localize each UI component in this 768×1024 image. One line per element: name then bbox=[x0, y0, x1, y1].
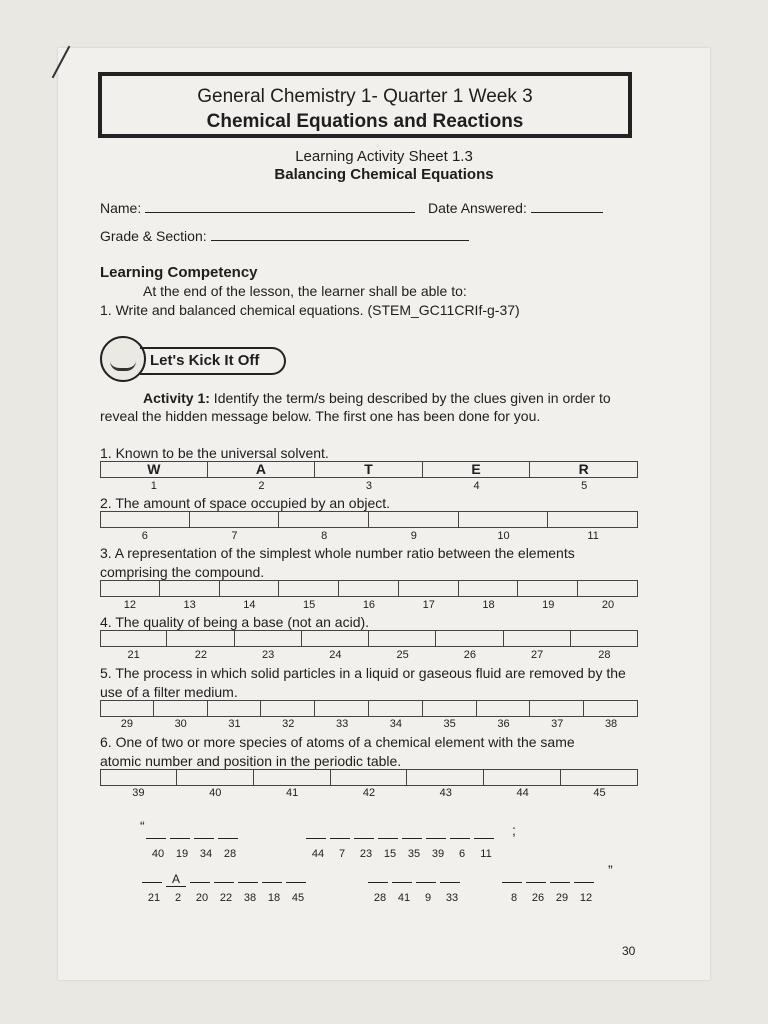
answer-cell[interactable] bbox=[261, 700, 315, 717]
cell-number: 34 bbox=[389, 718, 402, 730]
cell-number: 27 bbox=[531, 649, 544, 661]
answer-cell[interactable] bbox=[190, 511, 280, 528]
message-blank[interactable] bbox=[526, 868, 546, 883]
cell-number: 24 bbox=[329, 649, 342, 661]
cell-number: 21 bbox=[127, 649, 140, 661]
cell-number: 12 bbox=[123, 599, 136, 611]
grade-field[interactable] bbox=[211, 228, 469, 241]
message-code: 35 bbox=[407, 848, 421, 860]
message-word bbox=[368, 868, 464, 906]
message-code: 18 bbox=[267, 892, 281, 904]
message-code: 12 bbox=[579, 892, 593, 904]
answer-cell[interactable] bbox=[154, 700, 208, 717]
cell-number: 15 bbox=[303, 599, 316, 611]
cell-number: 8 bbox=[321, 530, 328, 542]
answer-cell[interactable] bbox=[160, 580, 220, 597]
message-word bbox=[146, 824, 242, 862]
message-code: 11 bbox=[480, 848, 492, 860]
message-blank[interactable] bbox=[574, 868, 594, 883]
message-word bbox=[142, 868, 310, 906]
answer-grid bbox=[100, 630, 638, 647]
message-code: 15 bbox=[383, 848, 397, 860]
answer-cell[interactable] bbox=[578, 580, 638, 597]
message-code: 7 bbox=[338, 848, 346, 860]
competency-intro: At the end of the lesson, the learner shall be able to: bbox=[143, 283, 467, 299]
cell-number: 35 bbox=[443, 718, 456, 730]
message-blank[interactable] bbox=[354, 824, 374, 839]
answer-cell[interactable] bbox=[530, 700, 584, 717]
kick-label: Let's Kick It Off bbox=[140, 347, 286, 375]
sheet-topic: Balancing Chemical Equations bbox=[274, 166, 494, 183]
answer-cell[interactable] bbox=[235, 630, 302, 647]
answer-grid bbox=[100, 700, 638, 717]
answer-cell[interactable] bbox=[279, 511, 369, 528]
message-blank[interactable] bbox=[286, 868, 306, 883]
name-field[interactable] bbox=[145, 200, 415, 213]
cell-number: 1 bbox=[150, 480, 157, 492]
message-code: 41 bbox=[397, 892, 411, 904]
message-code: 44 bbox=[311, 848, 325, 860]
message-word bbox=[502, 868, 598, 906]
answer-cell[interactable] bbox=[100, 700, 154, 717]
message-blank[interactable] bbox=[392, 868, 412, 883]
question-text: 3. A representation of the simplest whole number ratio between the elements bbox=[100, 545, 575, 561]
message-blank[interactable] bbox=[474, 824, 494, 839]
cell-number: 42 bbox=[362, 787, 376, 799]
message-code: 38 bbox=[243, 892, 257, 904]
message-blank[interactable] bbox=[368, 868, 388, 883]
activity-line-2: reveal the hidden message below. The first one has been done for you. bbox=[100, 408, 541, 424]
answer-grid bbox=[100, 580, 638, 597]
cell-number: 25 bbox=[396, 649, 409, 661]
question-text: 1. Known to be the universal solvent. bbox=[100, 445, 329, 461]
answer-cell[interactable] bbox=[459, 580, 519, 597]
competency-item: 1. Write and balanced chemical equations. (STEM_GC11CRIf-g-37) bbox=[100, 302, 520, 318]
message-blank[interactable] bbox=[550, 868, 570, 883]
cell-number: 5 bbox=[581, 480, 588, 492]
cell-numbers bbox=[100, 718, 638, 730]
message-blank[interactable] bbox=[440, 868, 460, 883]
message-code: 2 bbox=[174, 892, 182, 904]
answer-cell[interactable] bbox=[407, 769, 484, 786]
answer-cell[interactable] bbox=[369, 700, 423, 717]
cell-number: 45 bbox=[593, 787, 606, 799]
message-blank[interactable] bbox=[190, 868, 210, 883]
message-code: 39 bbox=[431, 848, 445, 860]
semicolon: ; bbox=[512, 822, 516, 838]
message-blank[interactable]: A bbox=[166, 872, 186, 887]
answer-cell[interactable] bbox=[220, 580, 280, 597]
cell-number: 32 bbox=[282, 718, 295, 730]
cell-numbers bbox=[100, 530, 638, 542]
cell-number: 14 bbox=[243, 599, 256, 611]
cell-numbers bbox=[100, 787, 638, 799]
message-code: 23 bbox=[359, 848, 373, 860]
activity-text: Identify the term/s being described by the clues given in order to bbox=[209, 390, 611, 406]
message-blank[interactable] bbox=[402, 824, 422, 839]
cell-number: 7 bbox=[231, 530, 238, 542]
name-label: Name: bbox=[100, 200, 142, 216]
message-blank[interactable] bbox=[426, 824, 446, 839]
message-code: 26 bbox=[531, 892, 545, 904]
message-blank[interactable] bbox=[262, 868, 282, 883]
answer-cell[interactable]: E bbox=[423, 461, 531, 478]
title-box bbox=[98, 72, 632, 138]
answer-grid bbox=[100, 769, 638, 786]
cell-number: 2 bbox=[258, 480, 265, 492]
question-text: 6. One of two or more species of atoms of a chemical element with the same bbox=[100, 734, 575, 750]
message-code: 9 bbox=[424, 892, 432, 904]
answer-cell[interactable] bbox=[369, 511, 459, 528]
message-blank[interactable] bbox=[214, 868, 234, 883]
cell-number: 18 bbox=[482, 599, 495, 611]
title-line-1: General Chemistry 1- Quarter 1 Week 3 bbox=[197, 86, 533, 107]
page-number: 30 bbox=[622, 944, 636, 958]
answer-cell[interactable] bbox=[302, 630, 369, 647]
cell-number: 30 bbox=[174, 718, 187, 730]
close-quote: ” bbox=[608, 862, 613, 878]
competency-heading: Learning Competency bbox=[100, 264, 258, 281]
message-blank[interactable] bbox=[170, 824, 190, 839]
answer-cell[interactable] bbox=[548, 511, 638, 528]
answer-cell[interactable] bbox=[399, 580, 459, 597]
cell-number: 26 bbox=[463, 649, 476, 661]
answer-cell[interactable] bbox=[254, 769, 331, 786]
answer-cell[interactable]: R bbox=[530, 461, 638, 478]
message-blank[interactable] bbox=[194, 824, 214, 839]
question-text: 2. The amount of space occupied by an object. bbox=[100, 495, 391, 511]
activity-line-1 bbox=[143, 390, 611, 406]
kick-badge bbox=[100, 336, 290, 386]
answer-cell[interactable] bbox=[100, 630, 167, 647]
cell-numbers bbox=[100, 649, 638, 661]
message-code: 40 bbox=[151, 848, 165, 860]
message-code: 28 bbox=[223, 848, 237, 860]
message-code: 6 bbox=[458, 848, 466, 860]
message-blank[interactable] bbox=[146, 824, 166, 839]
cell-number: 44 bbox=[516, 787, 529, 799]
message-blank[interactable] bbox=[218, 824, 238, 839]
answer-cell[interactable] bbox=[279, 580, 339, 597]
cell-number: 17 bbox=[422, 599, 435, 611]
cell-number: 39 bbox=[132, 787, 145, 799]
answer-cell[interactable] bbox=[100, 511, 190, 528]
question-text: 5. The process in which solid particles in a liquid or gaseous fluid are removed by the bbox=[100, 665, 626, 681]
answer-cell[interactable] bbox=[100, 769, 177, 786]
cell-number: 37 bbox=[551, 718, 564, 730]
answer-cell[interactable] bbox=[167, 630, 234, 647]
answer-cell[interactable] bbox=[561, 769, 638, 786]
message-code: 45 bbox=[291, 892, 305, 904]
message-code: 21 bbox=[147, 892, 161, 904]
cell-number: 13 bbox=[183, 599, 196, 611]
question-text: 4. The quality of being a base (not an acid). bbox=[100, 614, 370, 630]
answer-grid bbox=[100, 461, 638, 478]
cell-number: 40 bbox=[209, 787, 222, 799]
title-line-2: Chemical Equations and Reactions bbox=[206, 111, 524, 132]
answer-cell[interactable] bbox=[459, 511, 549, 528]
grade-label: Grade & Section: bbox=[100, 228, 207, 244]
answer-cell[interactable] bbox=[331, 769, 408, 786]
answer-cell[interactable] bbox=[571, 630, 638, 647]
answer-cell[interactable] bbox=[504, 630, 571, 647]
answer-cell[interactable] bbox=[436, 630, 503, 647]
cell-number: 6 bbox=[141, 530, 148, 542]
answer-grid bbox=[100, 511, 638, 528]
message-blank[interactable] bbox=[416, 868, 436, 883]
message-blank[interactable] bbox=[378, 824, 398, 839]
cell-number: 43 bbox=[439, 787, 452, 799]
cell-number: 41 bbox=[285, 787, 299, 799]
answer-cell[interactable] bbox=[100, 580, 160, 597]
cell-numbers bbox=[100, 480, 638, 492]
cell-number: 33 bbox=[335, 718, 349, 730]
answer-cell[interactable] bbox=[584, 700, 638, 717]
message-code: 8 bbox=[510, 892, 518, 904]
message-code: 34 bbox=[199, 848, 213, 860]
sheet-subtitle: Learning Activity Sheet 1.3 bbox=[295, 148, 473, 165]
answer-cell[interactable] bbox=[177, 769, 254, 786]
message-code: 28 bbox=[373, 892, 387, 904]
cell-number: 19 bbox=[542, 599, 555, 611]
message-blank[interactable] bbox=[142, 868, 162, 883]
message-code: 33 bbox=[445, 892, 459, 904]
message-blank[interactable] bbox=[450, 824, 470, 839]
cell-number: 28 bbox=[598, 649, 611, 661]
cell-number: 4 bbox=[473, 480, 480, 492]
cell-number: 22 bbox=[194, 649, 207, 661]
answer-cell[interactable] bbox=[423, 700, 477, 717]
message-code: 20 bbox=[195, 892, 209, 904]
open-quote: “ bbox=[140, 818, 145, 834]
date-field[interactable] bbox=[531, 200, 603, 213]
activity-title: Activity 1: bbox=[143, 390, 210, 406]
answer-cell[interactable] bbox=[477, 700, 531, 717]
answer-cell[interactable] bbox=[369, 630, 436, 647]
answer-cell[interactable] bbox=[518, 580, 578, 597]
answer-cell[interactable] bbox=[339, 580, 399, 597]
date-label: Date Answered: bbox=[428, 200, 527, 216]
cell-number: 10 bbox=[497, 530, 510, 542]
answer-cell[interactable]: W bbox=[100, 461, 208, 478]
date-row bbox=[428, 200, 603, 216]
question-text: use of a filter medium. bbox=[100, 684, 238, 700]
cell-number: 23 bbox=[262, 649, 275, 661]
question-text: comprising the compound. bbox=[100, 564, 265, 580]
answer-cell[interactable] bbox=[208, 700, 262, 717]
grade-row bbox=[100, 228, 469, 244]
message-blank[interactable] bbox=[502, 868, 522, 883]
cell-number: 38 bbox=[604, 718, 618, 730]
cell-number: 16 bbox=[362, 599, 376, 611]
cell-number: 29 bbox=[120, 718, 134, 730]
message-code: 29 bbox=[555, 892, 569, 904]
message-blank[interactable] bbox=[330, 824, 350, 839]
message-blank[interactable] bbox=[306, 824, 326, 839]
cell-number: 3 bbox=[365, 480, 373, 492]
cell-number: 36 bbox=[497, 718, 510, 730]
message-code: 19 bbox=[175, 848, 189, 860]
message-code: 22 bbox=[219, 892, 233, 904]
answer-cell[interactable]: A bbox=[208, 461, 316, 478]
message-word bbox=[306, 824, 498, 862]
cell-number: 11 bbox=[587, 530, 599, 542]
question-text: atomic number and position in the periodic table. bbox=[100, 753, 402, 769]
name-row bbox=[100, 200, 415, 216]
cell-number: 31 bbox=[228, 718, 241, 730]
answer-cell[interactable] bbox=[484, 769, 561, 786]
cell-number: 9 bbox=[410, 530, 417, 542]
answer-cell[interactable] bbox=[315, 700, 369, 717]
message-blank[interactable] bbox=[238, 868, 258, 883]
cell-number: 20 bbox=[601, 599, 615, 611]
cell-numbers bbox=[100, 599, 638, 611]
answer-cell[interactable]: T bbox=[315, 461, 423, 478]
